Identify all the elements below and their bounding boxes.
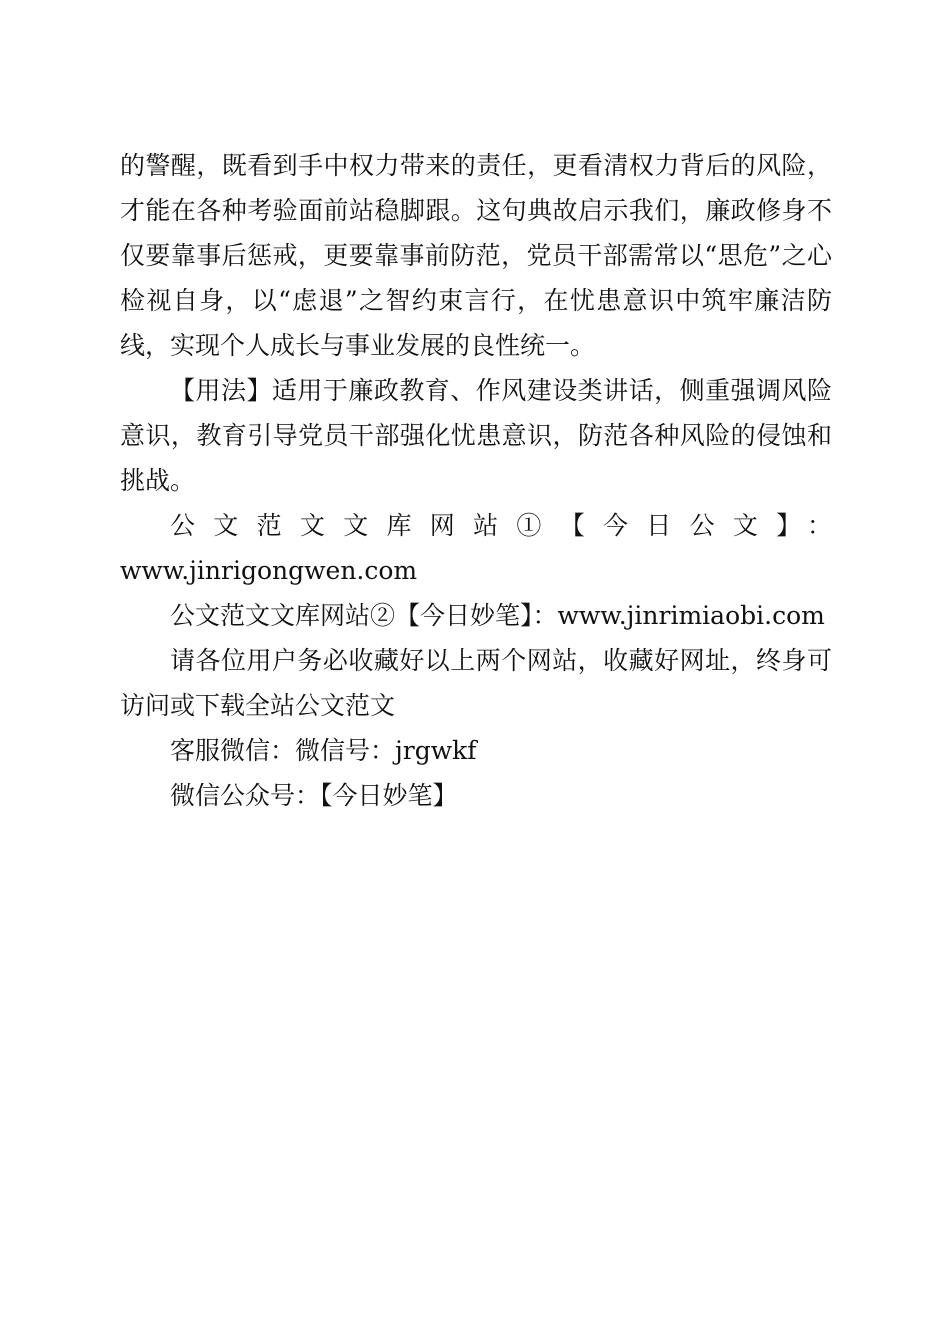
paragraph-integrity: 的警醒，既看到手中权力带来的责任，更看清权力背后的风险，才能在各种考验面前站稳脚跟。这句典故启示我们，廉政修身不仅要靠事后惩戒，更要靠事前防范，党员干部需常以“思危”之心检视自身，以“虑退”之智约束言行，在忧患意识中筑牢廉洁防线，实现个人成长与事业发展的良性统一。 [120, 151, 832, 360]
site-1-label: 公文范文文库网站①【今日公文】： [170, 511, 832, 540]
customer-service-wechat: 客服微信：微信号：jrgwkf [170, 736, 477, 765]
site-1-url: www.jinrigongwen.com [120, 556, 418, 585]
site-2-line: 公文范文文库网站②【今日妙笔】：www.jinrimiaobi.com [170, 601, 825, 630]
paragraph-usage: 【用法】适用于廉政教育、作风建设类讲话，侧重强调风险意识，教育引导党员干部强化忧患意识，防范各种风险的侵蚀和挑战。 [120, 376, 832, 495]
document-body [120, 143, 832, 818]
wechat-official-account: 微信公众号：【今日妙笔】 [170, 781, 458, 810]
bookmark-reminder: 请各位用户务必收藏好以上两个网站，收藏好网址，终身可访问或下载全站公文范文 [120, 646, 832, 720]
